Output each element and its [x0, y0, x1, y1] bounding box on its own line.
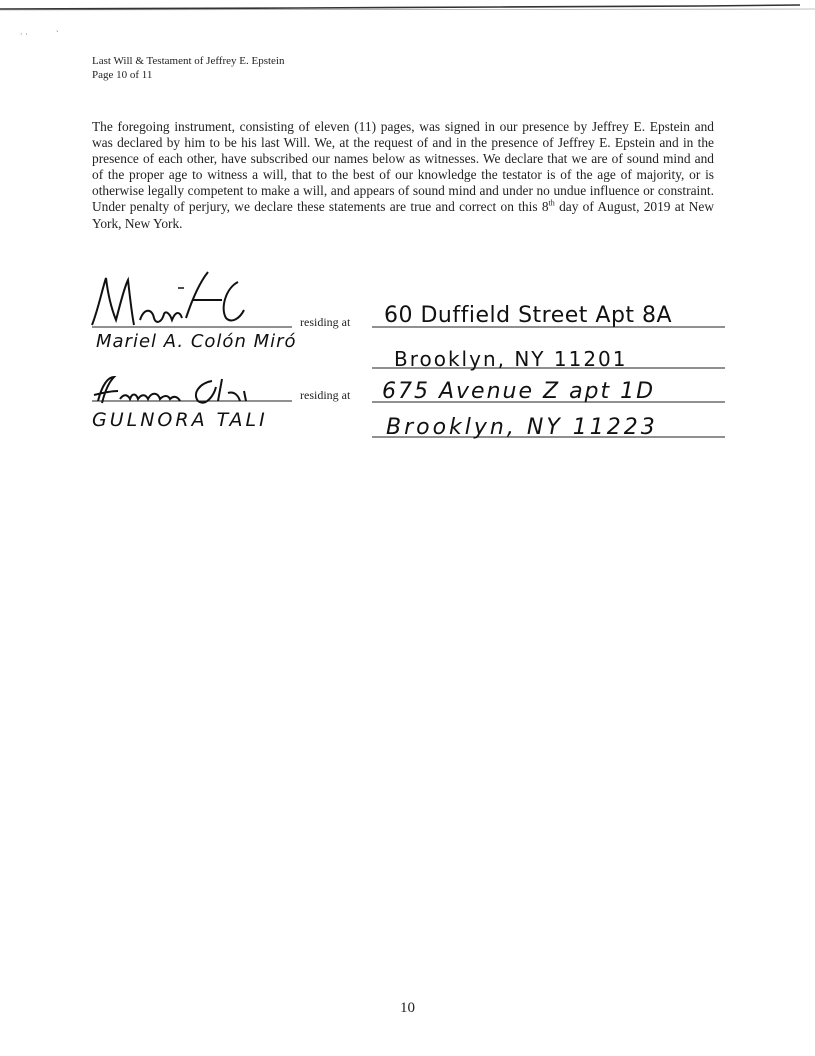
- document-title: Last Will & Testament of Jeffrey E. Epstein: [92, 55, 285, 67]
- page-number: 10: [400, 1000, 415, 1016]
- witness-2-residing-label: residing at: [300, 388, 351, 402]
- page-label: Page 10 of 11: [92, 69, 153, 81]
- attestation-text: The foregoing instrument, consisting of eleven (11) pages, was signed in our presence by Jeffrey E. Epstein and was declared by him to be his last Will. We, at the request of and in the presence of Jeffrey E. Epstein and in the presence of each other, have subscribed our names below as witnesses. We declare that we are of sound mind and of the proper age to witness a will, that to the best of our knowledge the testator is of the age of majority, or is otherwise legally competent to make a will, and appears of sound mind and under no undue influence or constraint. Under penalty of perjury, we declare these statements are true and correct on this 8: [92, 119, 714, 215]
- witness-1-printed-name: Mariel A. Colón Miró: [96, 331, 297, 352]
- witness-2-address-line-2: Brooklyn, NY 11223: [386, 415, 658, 440]
- attestation-paragraph: [92, 119, 714, 232]
- witness-2-printed-name: GULNORA TALI: [92, 409, 268, 431]
- ordinal-suffix: th: [548, 199, 555, 208]
- witness-1-residing-label: residing at: [300, 315, 351, 329]
- scan-edge: [0, 0, 815, 10]
- attestation-text-end: day of August, 2019 at New York, New York.: [92, 199, 714, 231]
- scan-specks: · · `: [20, 30, 60, 39]
- document-header: [92, 54, 284, 82]
- witness-signature-block: [0, 265, 815, 485]
- witness-1-address-line-1: 60 Duffield Street Apt 8A: [384, 303, 673, 328]
- witness-2-address-line-1: 675 Avenue Z apt 1D: [382, 379, 656, 404]
- signature-witness-1: [88, 270, 288, 335]
- witness-1-address-line-2: Brooklyn, NY 11201: [394, 347, 628, 371]
- signature-witness-2: [88, 373, 288, 413]
